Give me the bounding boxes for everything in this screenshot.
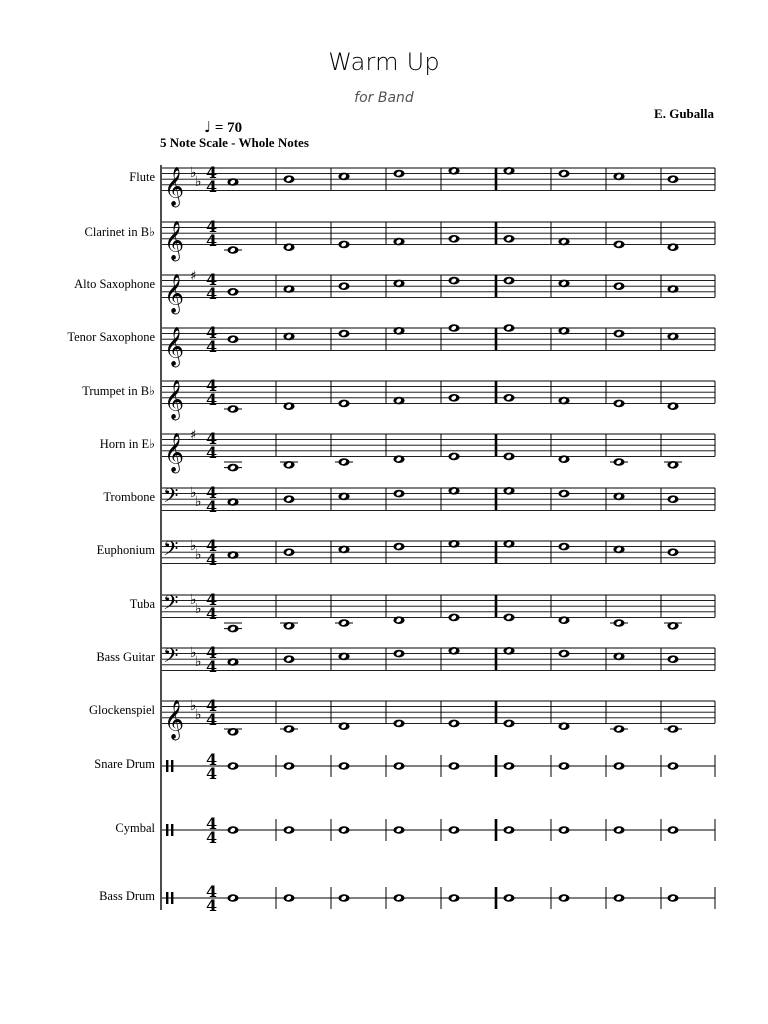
time-signature-lower: 4 [206, 443, 218, 463]
time-signature-lower: 4 [206, 337, 218, 357]
instrument-label: Cymbal [115, 821, 155, 835]
time-signature-upper: 4 [206, 217, 218, 237]
score-title: Warm Up [328, 48, 440, 76]
percussion-clef-bar [166, 824, 168, 836]
key-signature-flat: ♭ [195, 601, 202, 618]
instrument-label: Alto Saxophone [74, 277, 155, 292]
instrument-label: Trumpet in B♭ [82, 384, 155, 399]
time-signature-lower: 4 [206, 284, 218, 304]
bass-clef-icon: 𝄢 [163, 591, 179, 620]
time-signature-lower: 4 [206, 550, 218, 570]
key-signature-flat: ♭ [190, 165, 197, 181]
time-signature-upper: 4 [206, 270, 218, 290]
instrument-label: Snare Drum [94, 757, 155, 771]
composer-name: E. Guballa [654, 106, 714, 121]
instrument-label: Bass Guitar [96, 650, 155, 665]
key-signature-flat: ♭ [190, 592, 197, 608]
instrument-label: Trombone [103, 490, 155, 505]
instrument-label: Tuba [129, 597, 155, 612]
time-signature-lower: 4 [206, 497, 218, 517]
key-signature-flat: ♭ [190, 698, 197, 714]
treble-clef-icon: 𝄞 [164, 379, 185, 420]
key-signature-flat: ♭ [195, 547, 202, 564]
key-signature-flat: ♭ [195, 707, 202, 724]
time-signature-upper: 4 [206, 429, 218, 449]
time-signature-lower: 4 [206, 231, 218, 251]
time-signature-lower: 4 [206, 177, 218, 197]
treble-clef-icon: 𝄞 [164, 432, 185, 473]
time-signature-upper: 4 [206, 536, 218, 556]
bass-clef-icon: 𝄢 [163, 484, 179, 513]
key-signature-flat: ♭ [190, 538, 197, 554]
time-signature-upper: 4 [206, 750, 218, 769]
instrument-label: Euphonium [96, 543, 155, 558]
quarter-note-icon: ♩ [204, 118, 212, 136]
instrument-label: Glockenspiel [89, 703, 155, 718]
treble-clef-icon: 𝄞 [164, 220, 185, 261]
time-signature-upper: 4 [206, 590, 218, 610]
treble-clef-icon: 𝄞 [164, 273, 185, 314]
bass-clef-icon: 𝄢 [163, 644, 179, 673]
time-signature-upper: 4 [206, 376, 218, 396]
key-signature-flat: ♭ [195, 494, 202, 511]
time-signature-upper: 4 [206, 163, 218, 183]
time-signature-upper: 4 [206, 882, 218, 901]
time-signature-upper: 4 [206, 643, 218, 663]
time-signature-upper: 4 [206, 696, 218, 716]
instrument-label: Bass Drum [99, 889, 155, 903]
instrument-label: Clarinet in B♭ [84, 225, 155, 240]
time-signature-lower: 4 [206, 390, 218, 410]
key-signature-flat: ♭ [195, 654, 202, 671]
percussion-clef-bar [171, 824, 173, 836]
bass-clef-icon: 𝄢 [163, 537, 179, 566]
time-signature-lower: 4 [206, 764, 218, 783]
instrument-label: Tenor Saxophone [67, 330, 155, 345]
time-signature-upper: 4 [206, 323, 218, 343]
percussion-clef-bar [171, 760, 173, 772]
percussion-clef-bar [166, 760, 168, 772]
time-signature-lower: 4 [206, 896, 218, 915]
key-signature-flat: ♭ [190, 485, 197, 501]
treble-clef-icon: 𝄞 [164, 166, 185, 207]
instrument-label: Horn in E♭ [99, 437, 155, 452]
time-signature-lower: 4 [206, 710, 218, 730]
key-signature-flat: ♭ [195, 174, 202, 191]
tempo-value: = 70 [214, 120, 243, 136]
percussion-clef-bar [171, 892, 173, 904]
time-signature-lower: 4 [206, 604, 218, 624]
time-signature-upper: 4 [206, 814, 218, 833]
key-signature-flat: ♭ [190, 645, 197, 661]
treble-clef-icon: 𝄞 [164, 699, 185, 740]
key-signature-sharp: ♯ [190, 428, 197, 443]
instrument-label: Flute [129, 170, 155, 185]
percussion-clef-bar [166, 892, 168, 904]
score-subtitle: for Band [354, 90, 414, 106]
time-signature-lower: 4 [206, 828, 218, 847]
time-signature-lower: 4 [206, 657, 218, 677]
time-signature-upper: 4 [206, 483, 218, 503]
treble-clef-icon: 𝄞 [164, 326, 185, 367]
key-signature-sharp: ♯ [190, 269, 197, 284]
section-heading: 5 Note Scale - Whole Notes [160, 135, 309, 150]
